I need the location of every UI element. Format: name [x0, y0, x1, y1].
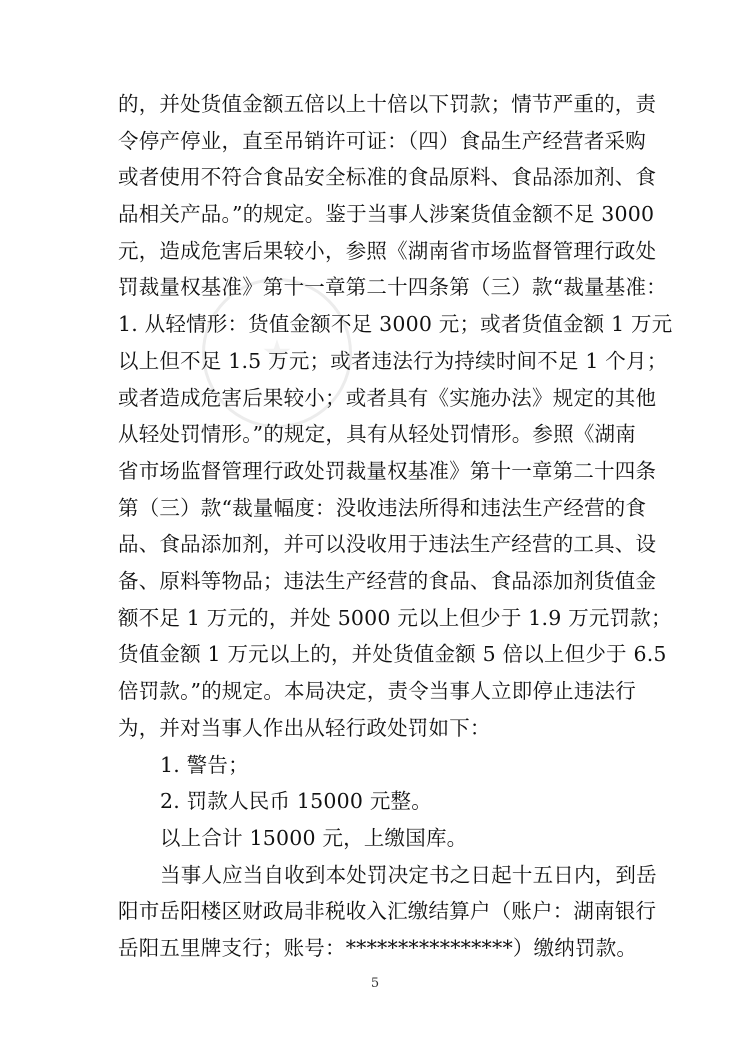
body-text-line: 令停产停业，直至吊销许可证：（四）食品生产经营者采购 [118, 129, 646, 153]
body-text-line: 额不足 1 万元的，并处 5000 元以上但少于 1.9 万元罚款； [118, 606, 672, 630]
body-text-line: 第（三）款“裁量幅度：没收违法所得和违法生产经营的食 [118, 496, 647, 520]
body-text-line: 品、食品添加剂，并可以没收用于违法生产经营的工具、设 [118, 532, 657, 556]
payment-instruction-line: 岳阳五里牌支行；账号：****************）缴纳罚款。 [118, 936, 638, 960]
body-text-line: 或者造成危害后果较小；或者具有《实施办法》规定的其他 [118, 386, 657, 410]
body-text-line: 1. 从轻情形：货值金额不足 3000 元；或者货值金额 1 万元 [118, 312, 673, 336]
payment-instruction-line: 阳市岳阳楼区财政局非税收入汇缴结算户（账户：湖南银行 [118, 899, 657, 923]
penalty-total: 以上合计 15000 元，上缴国库。 [160, 826, 468, 850]
body-text-line: 备、原料等物品；违法生产经营的食品、食品添加剂货值金 [118, 569, 657, 593]
body-text-line: 元，造成危害后果较小，参照《湖南省市场监督管理行政处 [118, 239, 657, 263]
body-text-line: 的，并处货值金额五倍以上十倍以下罚款；情节严重的，责 [118, 92, 657, 116]
body-text-line: 省市场监督管理行政处罚裁量权基准》第十一章第二十四条 [118, 459, 657, 483]
body-text-line: 倍罚款。”的规定。本局决定，责令当事人立即停止违法行 [118, 679, 636, 703]
body-text-line: 罚裁量权基准》第十一章第二十四条第（三）款“裁量基准： [118, 275, 667, 299]
penalty-item-fine: 2. 罚款人民币 15000 元整。 [160, 789, 432, 813]
penalty-item-warning: 1. 警告； [160, 753, 249, 777]
body-text-line: 货值金额 1 万元以上的，并处货值金额 5 倍以上但少于 6.5 [118, 642, 667, 666]
body-text-line: 从轻处罚情形。”的规定，具有从轻处罚情形。参照《湖南 [118, 422, 636, 446]
body-text-line: 或者使用不符合食品安全标准的食品原料、食品添加剂、食 [118, 165, 657, 189]
payment-instruction-line: 当事人应当自收到本处罚决定书之日起十五日内，到岳 [160, 863, 657, 887]
body-text-line: 品相关产品。”的规定。鉴于当事人涉案货值金额不足 3000 [118, 202, 655, 226]
body-text-line: 以上但不足 1.5 万元；或者违法行为持续时间不足 1 个月； [118, 349, 668, 373]
body-text-line: 为，并对当事人作出从轻行政处罚如下： [118, 716, 491, 740]
page-number: 5 [370, 976, 380, 991]
